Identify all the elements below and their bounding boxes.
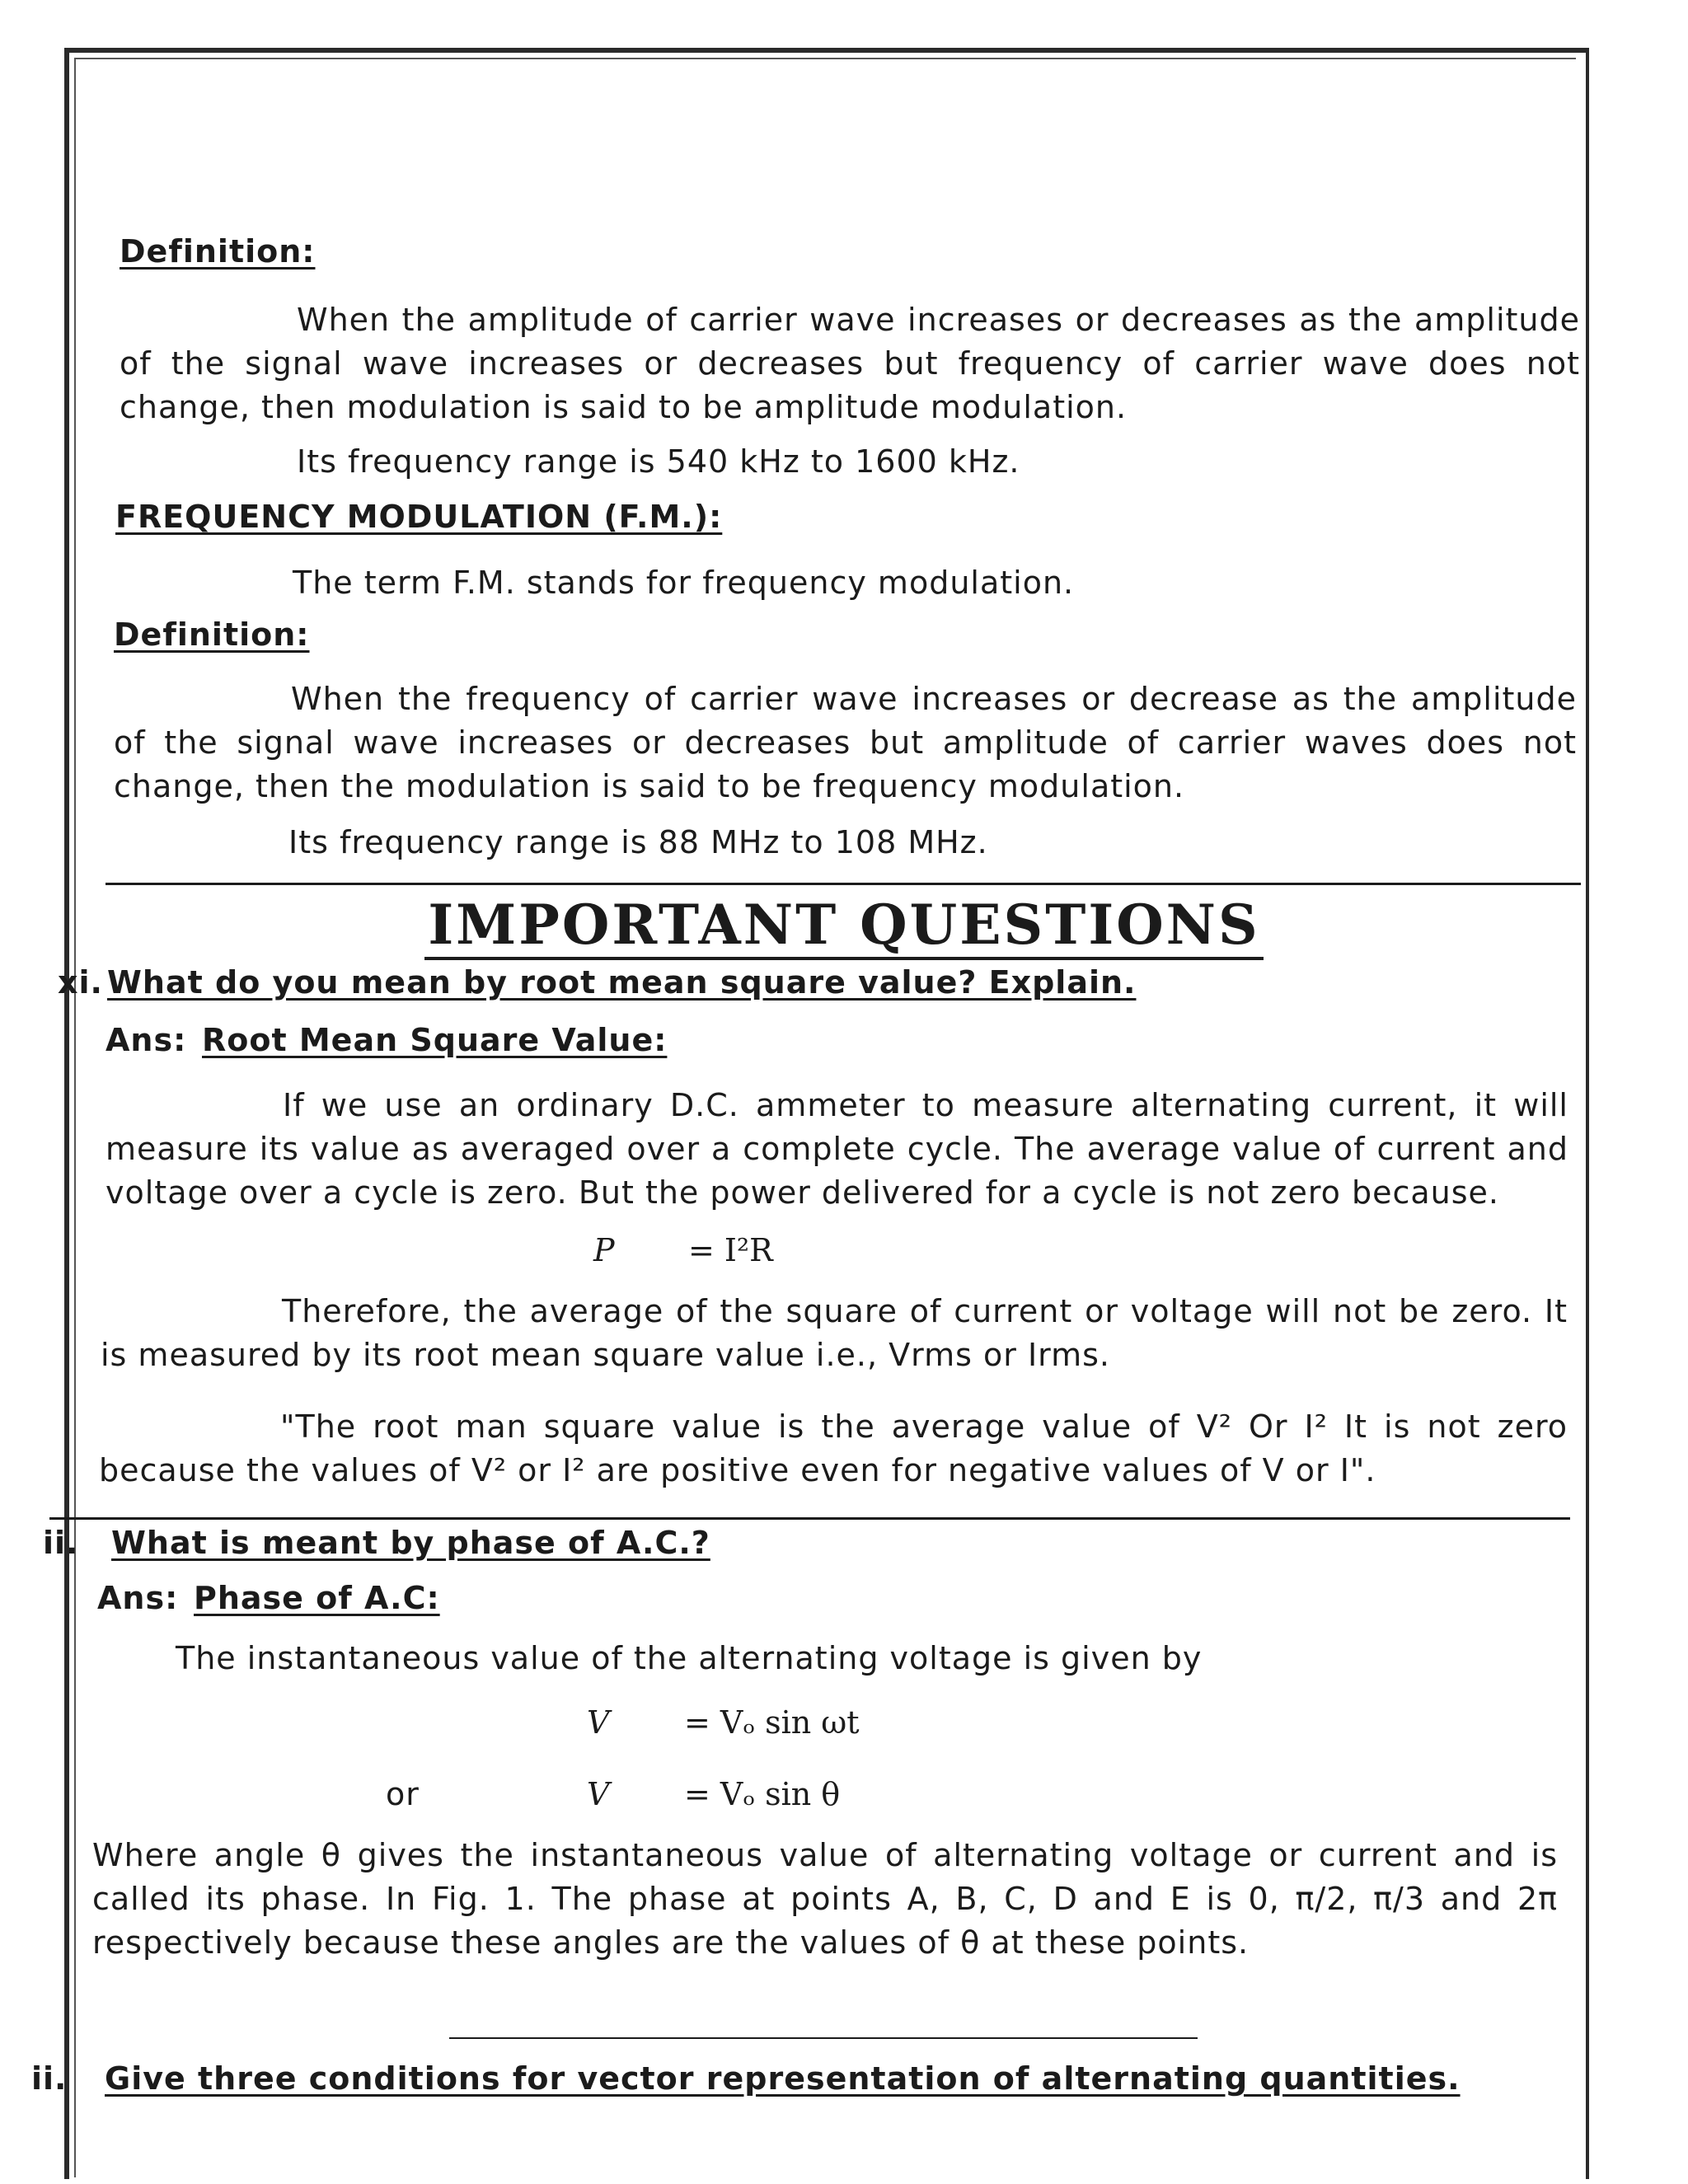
- phase-intro: The instantaneous value of the alternating voltage is given by: [176, 1640, 1203, 1676]
- rms-paragraph-1: If we use an ordinary D.C. ammeter to measure alternating current, it will measure its value as averaged over a complete cycle. The average value of current and voltage over a cycle is zero. But the power delivered for a cycle is not zero because.: [106, 1087, 1568, 1211]
- eq2-lhs: V: [587, 1776, 610, 1812]
- am-definition-text: When the amplitude of carrier wave increases or decreases as the amplitude of the signal wave increases or decreases but frequency of carrier wave does not change, then modulation is said to be amplitude modulation.: [120, 302, 1580, 425]
- short-divider: [449, 2037, 1198, 2039]
- am-frequency-range: Its frequency range is 540 kHz to 1600 kHz.: [297, 443, 1020, 480]
- fm-definition-heading: Definition:: [114, 616, 310, 653]
- answer-heading: Phase of A.C:: [194, 1580, 440, 1616]
- phase-paragraph: Where angle θ gives the instantaneous value of alternating voltage or current and is called its phase. In Fig. 1. The phase at points A, B, C, D and E is 0, π/2, π/3 and 2π respectively because these angles are the values of θ at these points.: [92, 1837, 1558, 1961]
- eq1-rhs: = Vₒ sin ωt: [684, 1704, 860, 1741]
- section-title: IMPORTANT QUESTIONS: [0, 893, 1688, 957]
- rms-paragraph-3: "The root man square value is the average value of V² Or I² It is not zero because the values of V² or I² are positive even for negative values of V or I".: [99, 1408, 1568, 1488]
- fm-heading: FREQUENCY MODULATION (F.M.):: [115, 499, 723, 535]
- answer-label: Ans:: [106, 1022, 187, 1058]
- section-divider: [106, 883, 1581, 885]
- eq1-lhs: V: [587, 1704, 610, 1741]
- fm-frequency-range: Its frequency range is 88 MHz to 108 MHz.: [288, 824, 988, 860]
- question-number: xi.: [58, 964, 103, 1001]
- or-label: or: [386, 1776, 420, 1812]
- answer-heading: Root Mean Square Value:: [202, 1022, 668, 1058]
- power-eq-lhs: P: [593, 1232, 615, 1268]
- fm-definition-text: When the frequency of carrier wave increases or decrease as the amplitude of the signal wave increases or decreases but amplitude of carrier waves does not change, then the modulation is said to be frequency modulation.: [114, 681, 1577, 804]
- question-text: What is meant by phase of A.C.?: [111, 1525, 710, 1561]
- fm-intro: The term F.M. stands for frequency modulation.: [293, 565, 1075, 601]
- power-eq-rhs: = I²R: [688, 1232, 773, 1268]
- question-text: Give three conditions for vector representation of alternating quantities.: [105, 2060, 1461, 2097]
- eq2-rhs: = Vₒ sin θ: [684, 1776, 841, 1812]
- question-number: ii.: [31, 2060, 68, 2097]
- question-divider: [49, 1517, 1570, 1520]
- question-number: ii.: [43, 1525, 79, 1561]
- am-definition-heading: Definition:: [120, 233, 316, 269]
- question-text: What do you mean by root mean square value? Explain.: [107, 964, 1137, 1001]
- answer-label: Ans:: [97, 1580, 179, 1616]
- rms-paragraph-2: Therefore, the average of the square of current or voltage will not be zero. It is measured by its root mean square value i.e., Vrms or Irms.: [101, 1293, 1568, 1373]
